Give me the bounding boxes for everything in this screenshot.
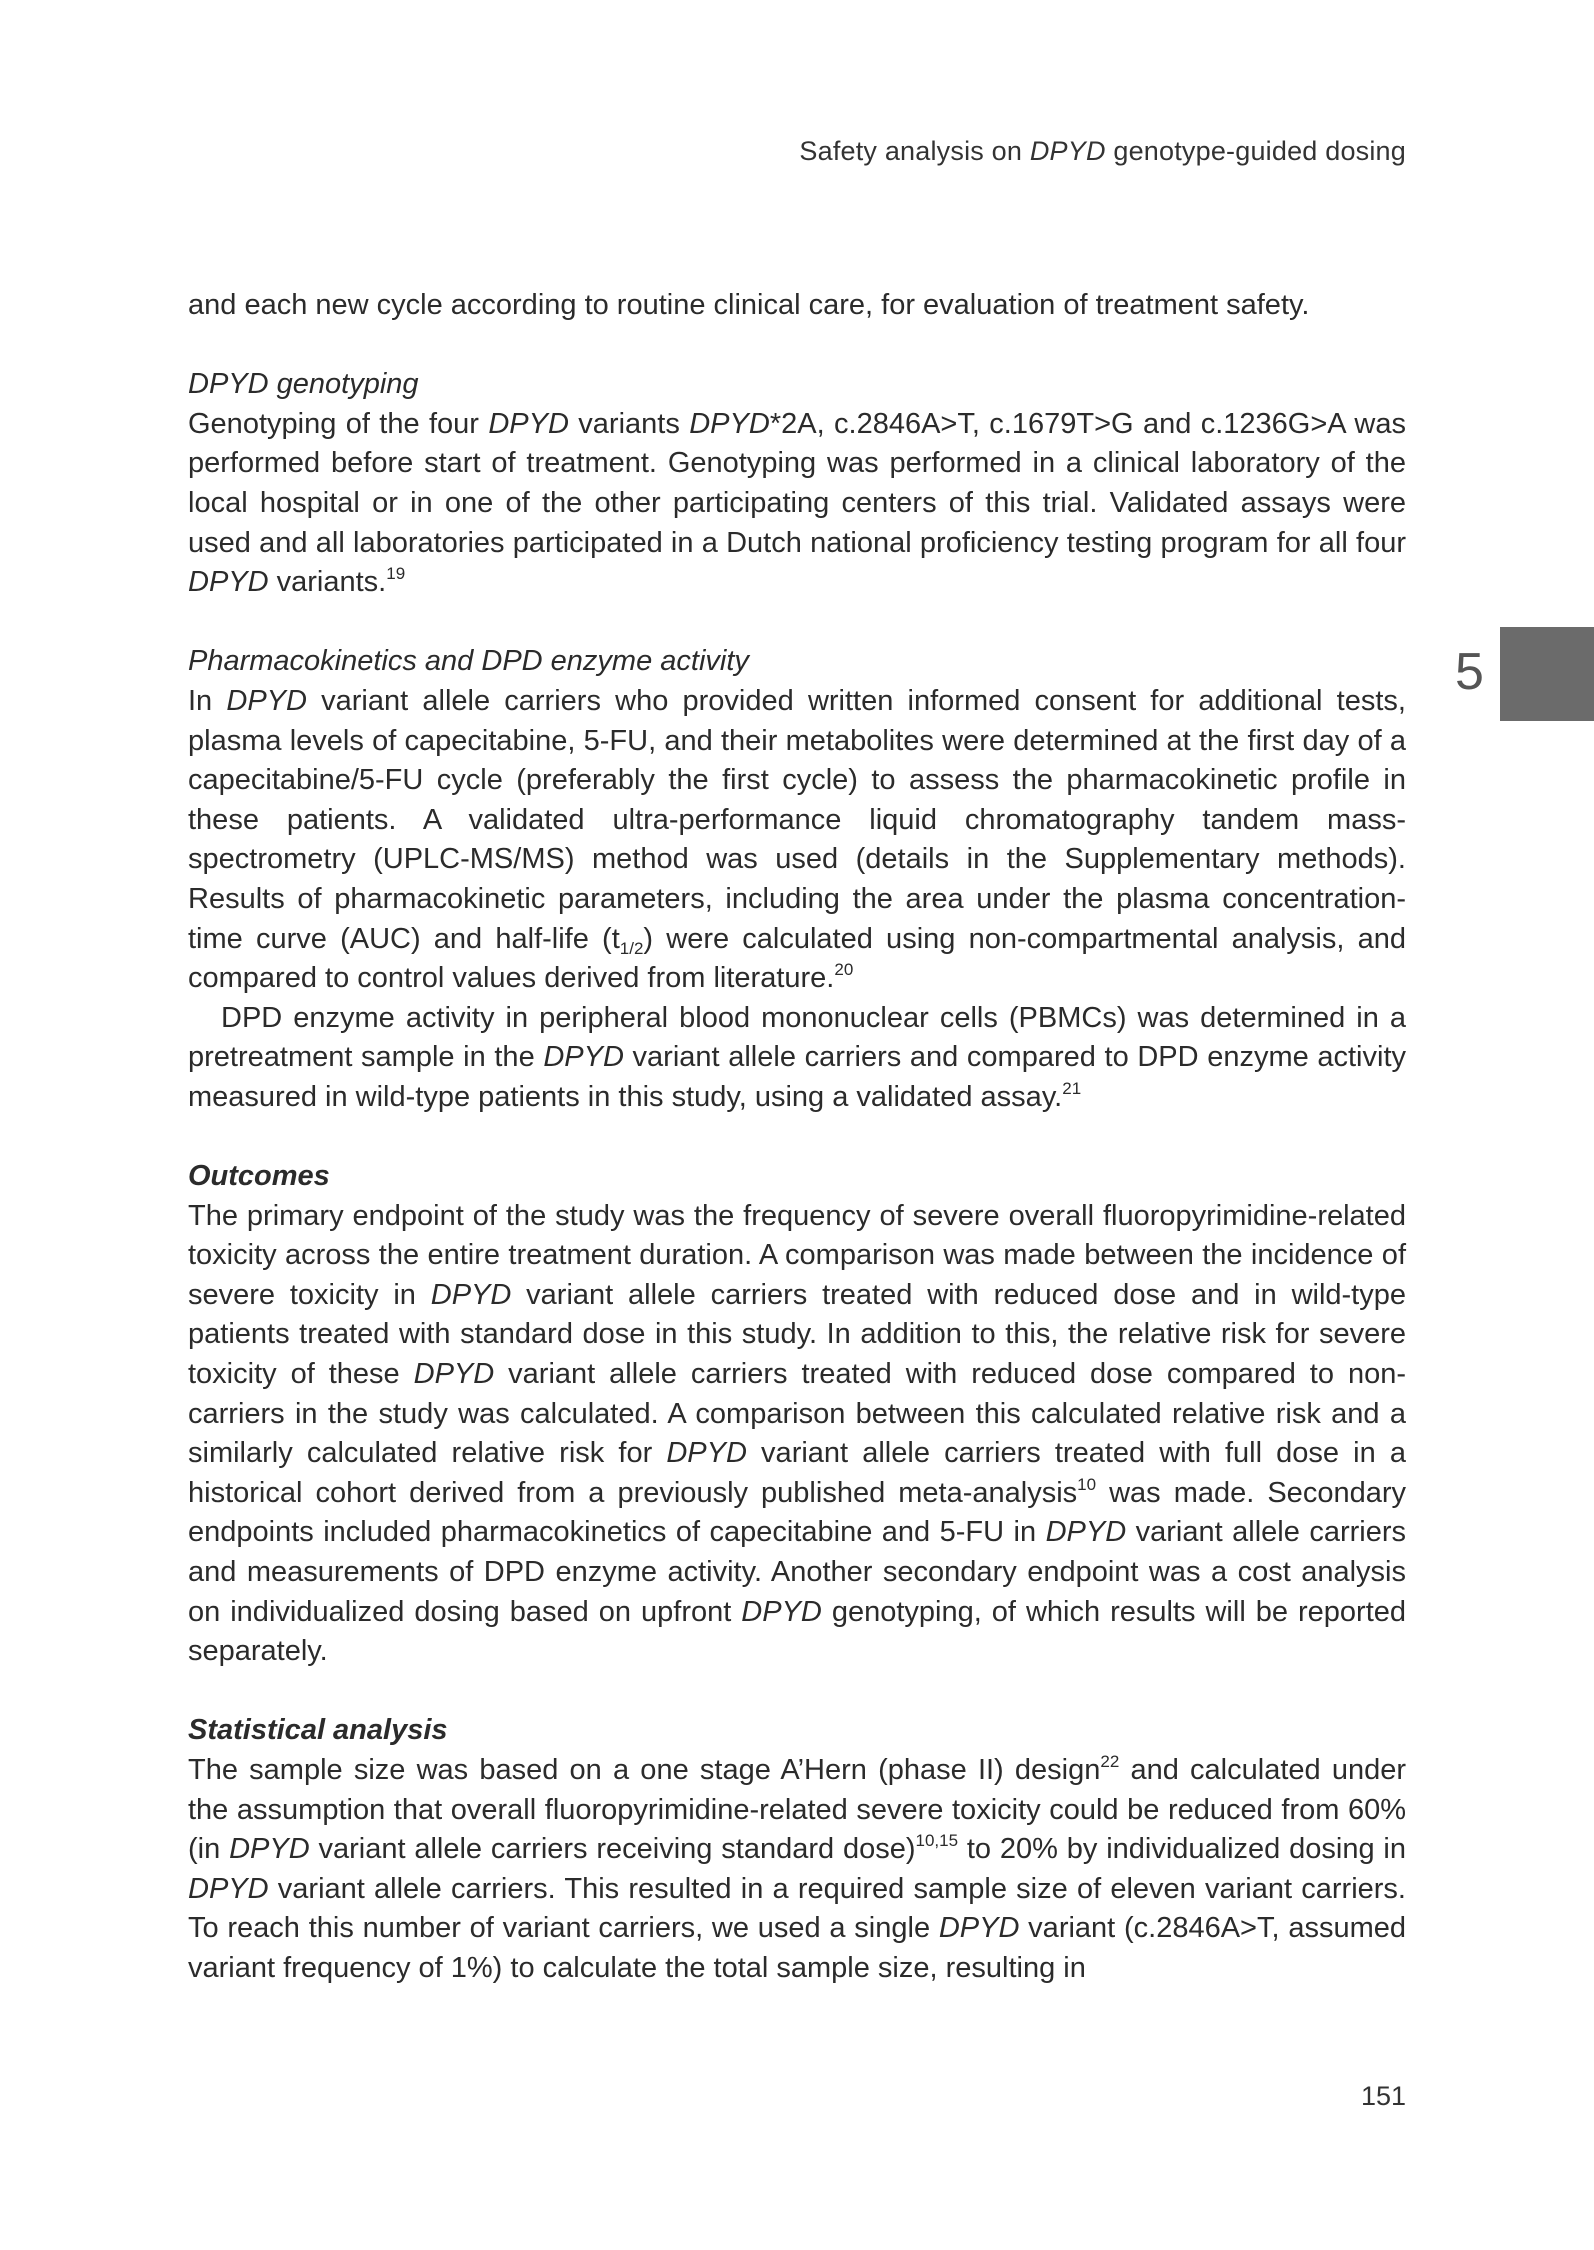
running-head: Safety analysis on DPYD genotype-guided dosing xyxy=(799,136,1406,166)
statistical-analysis-paragraph: The sample size was based on a one stage A’Hern (phase II) design$^{22}$ and calculated under the assumption that overall fluoropyrimidine-related severe toxicity could be reduced from 60% (in DPYD variant allele carriers receiving standard dose)$^{10,15}$ to 20% by individualized dosing in DPYD variant allele carriers. This resulted in a required sample size of eleven variant carriers. To reach this number of variant carriers, we used a single DPYD variant (c.2846A>T, assumed variant frequency of 1%) to calculate the total sample size, resulting in xyxy=(188,1751,1407,1984)
body-text xyxy=(188,286,1406,1989)
citation-22: 22 xyxy=(1100,1751,1120,1771)
citation-10: 10 xyxy=(1077,1474,1097,1494)
pharmacokinetics-paragraph: In DPYD variant allele carriers who provided written informed consent for additional tests, plasma levels of capecitabine, 5-FU, and their metabolites were determined at the first day of a capecitabine/5-FU cycle (preferably the first cycle) to assess the pharmacokinetic profile in these patients. A validated ultra-performance liquid chromatography tandem mass-spectrometry (UPLC-MS/MS) method was used (details in the Supplementary methods). Results of pharmacokinetic parameters, including the area under the plasma concentration-time curve (AUC) and half-life $(t_{1/2})$ were calculated using non-compartmental analysis, and compared to control values derived from literature.$^{20}$ xyxy=(188,684,1406,995)
intro-paragraph: and each new cycle according to routine clinical care, for evaluation of treatment safety. xyxy=(188,289,1310,321)
citation-10-15: 10,15 xyxy=(915,1831,959,1851)
dpd-activity-paragraph: DPD enzyme activity in peripheral blood mononuclear cells (PBMCs) was determined in a pretreatment sample in the DPYD variant allele carriers and compared to DPD enzyme activity measured in wild-type patients in this study, using a validated assay.$^{21}$ xyxy=(188,1001,1407,1113)
half-life-subscript: 1/2 xyxy=(619,938,644,958)
citation-21: 21 xyxy=(1062,1078,1082,1098)
genotyping-paragraph: Genotyping of the four DPYD variants DPYD*2A, c.2846A>T, c.1679T>G and c.1236G>A was performed before start of treatment. Genotyping was performed in a clinical laboratory of the local hospital or in one of the other participating centers of this trial. Validated assays were used and all laboratories participated in a Dutch national proficiency testing program for all four DPYD variants.$^{19}$ xyxy=(188,407,1406,599)
page-number: 151 xyxy=(1360,2081,1406,2111)
citation-19: 19 xyxy=(386,564,406,584)
chapter-tab-marker xyxy=(1500,627,1594,721)
section-heading-genotyping: DPYD genotyping xyxy=(188,368,419,401)
outcomes-paragraph: The primary endpoint of the study was the frequency of severe overall fluoropyrimidine-related toxicity across the entire treatment duration. A comparison was made between the incidence of severe toxicity in DPYD variant allele carriers treated with reduced dose and in wild-type patients treated with standard dose in this study. In addition to this, the relative risk for severe toxicity of these DPYD variant allele carriers treated with reduced dose compared to non-carriers in the study was calculated. A comparison between this calculated relative risk and a similarly calculated relative risk for DPYD variant allele carriers treated with full dose in a historical cohort derived from a previously published meta-analysis$^{10}$ was made. Secondary endpoints included pharmacokinetics of capecitabine and 5-FU in DPYD variant allele carriers and measurements of DPD enzyme activity. Another secondary endpoint was a cost analysis on individualized dosing based on upfront DPYD genotyping, of which results will be reported separately. xyxy=(188,1199,1407,1668)
chapter-number: 5 xyxy=(1455,643,1484,701)
section-heading-statistical-analysis: Statistical analysis xyxy=(188,1714,448,1747)
section-heading-outcomes: Outcomes xyxy=(188,1160,330,1193)
citation-20: 20 xyxy=(834,960,854,980)
section-heading-pharmacokinetics: Pharmacokinetics and DPD enzyme activity xyxy=(188,645,749,678)
